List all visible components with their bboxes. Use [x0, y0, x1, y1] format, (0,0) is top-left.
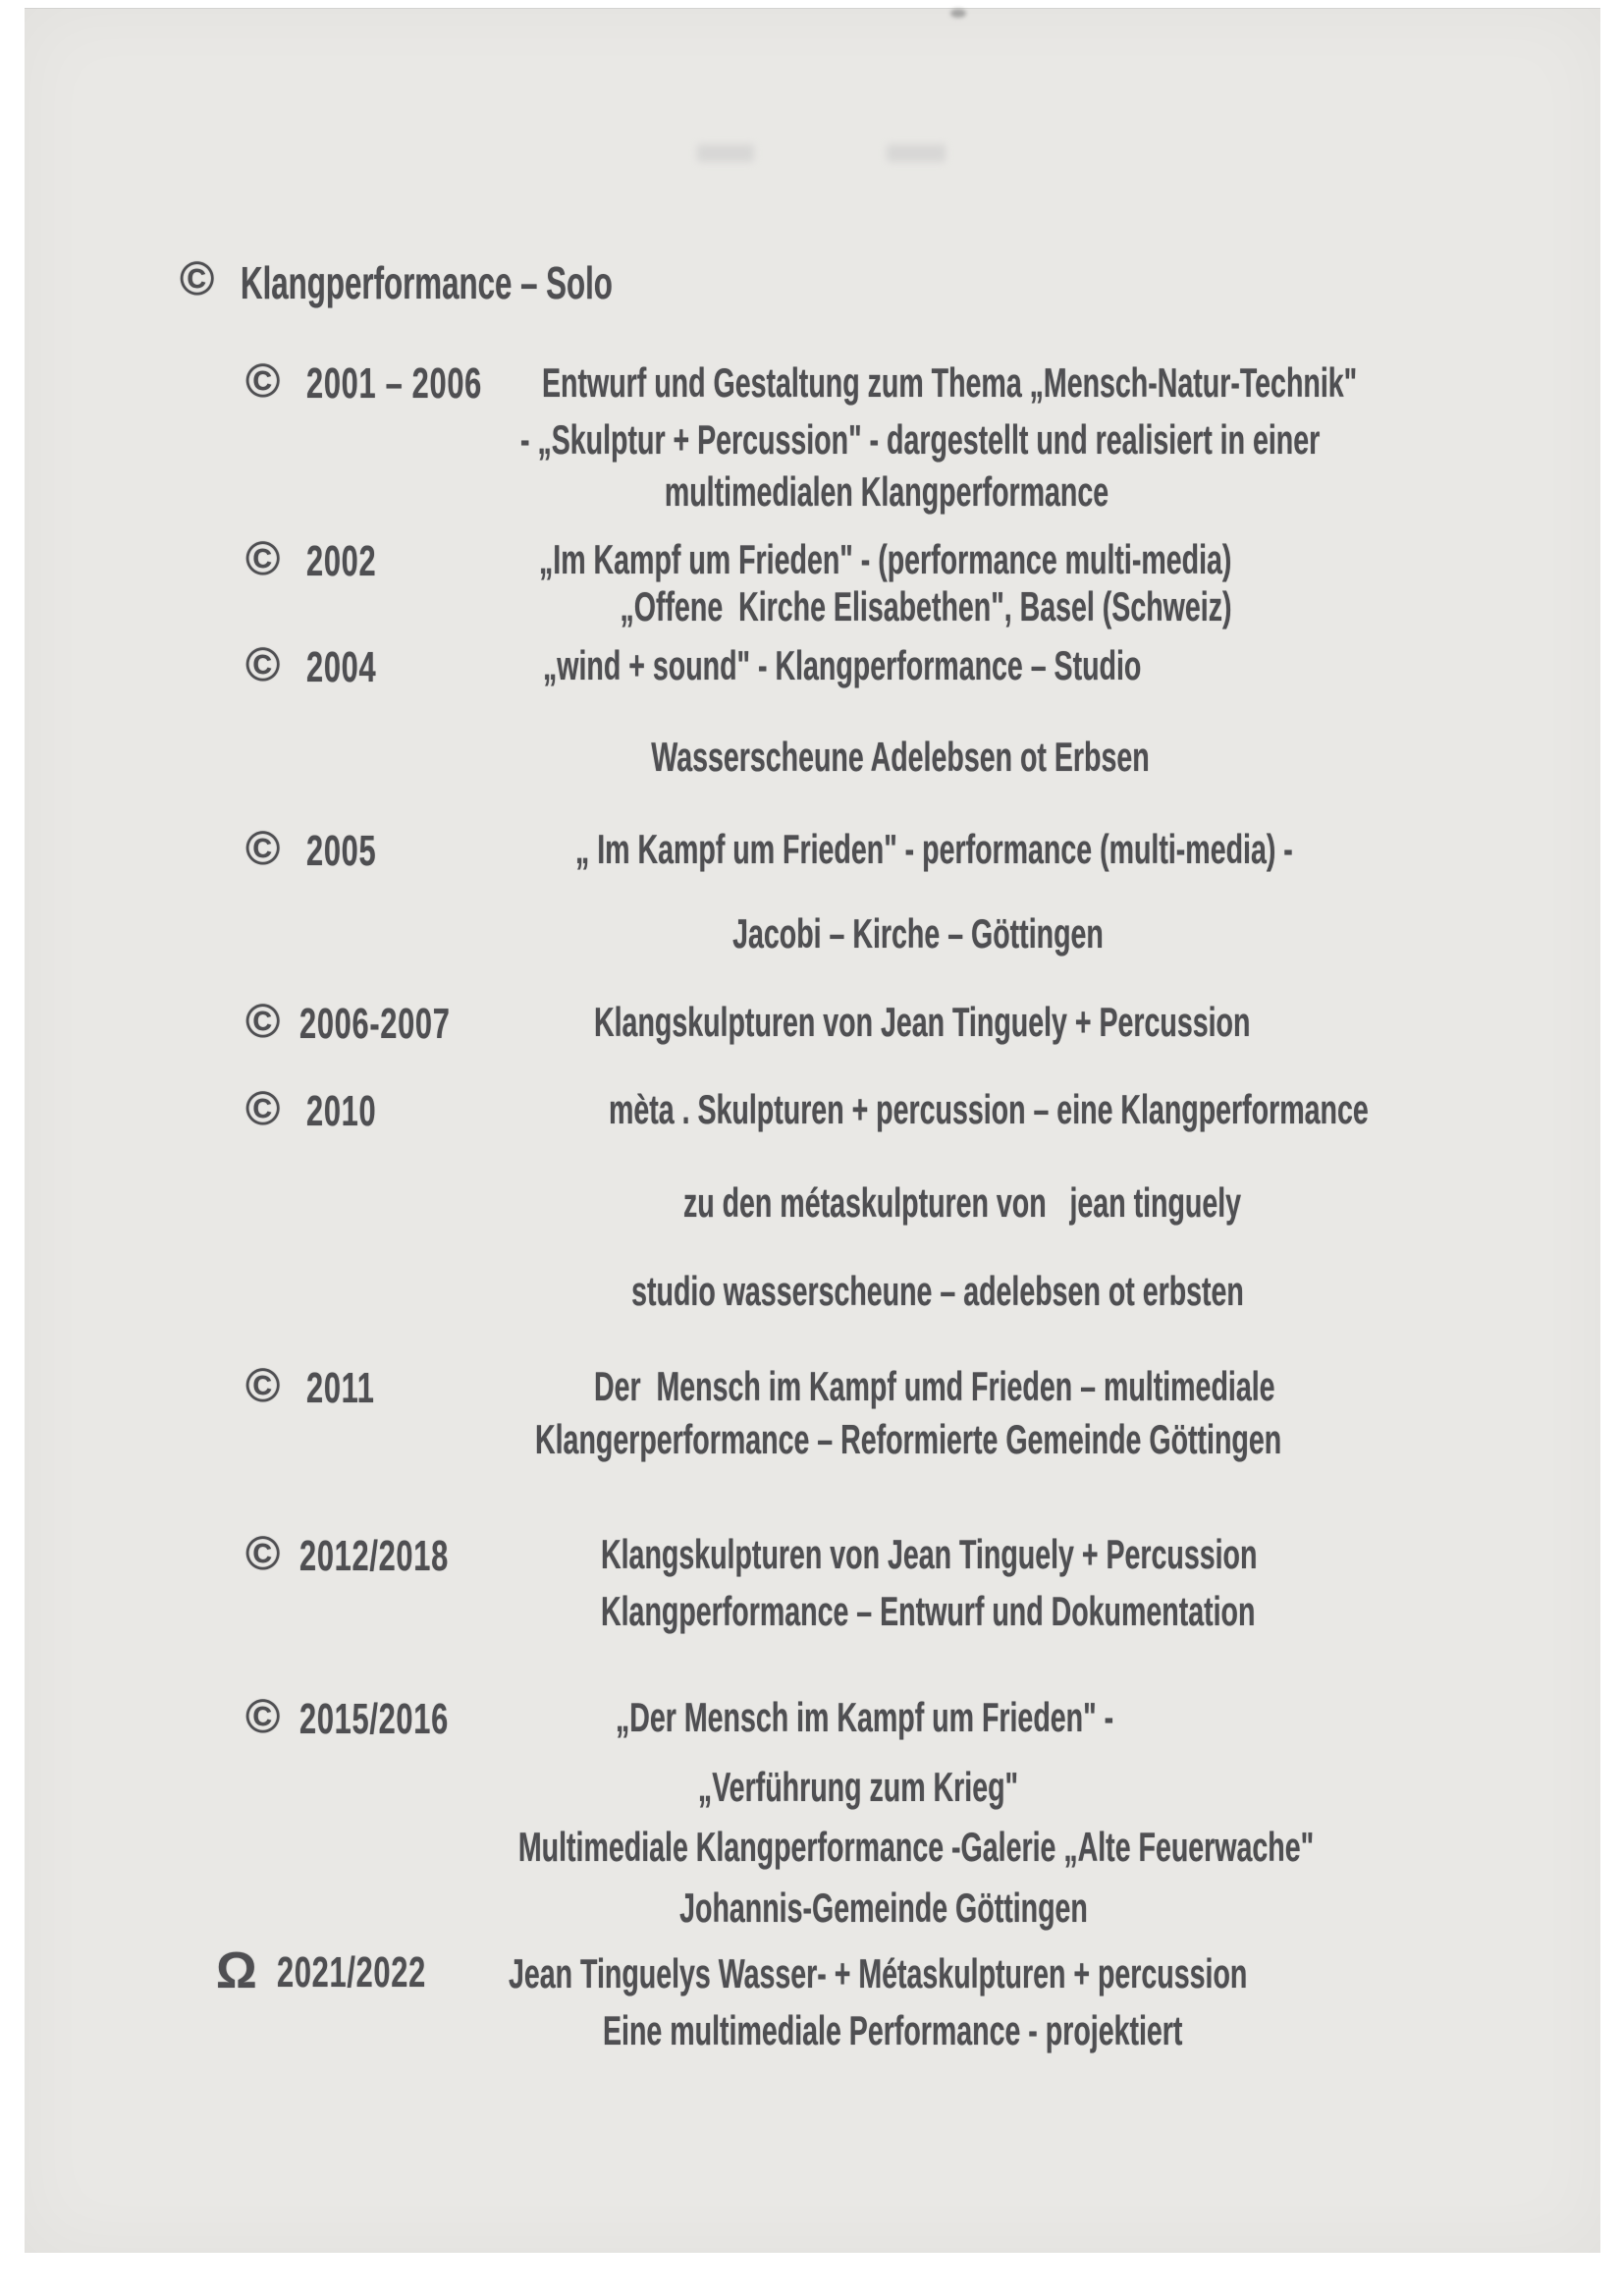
entry-bullet-copyright-icon: ©: [245, 639, 281, 691]
entry-year: 2004: [306, 643, 377, 691]
entry-bullet-copyright-icon: ©: [245, 355, 281, 408]
entry-year: 2012/2018: [299, 1532, 449, 1580]
entry-line: Eine multimediale Performance - projektiert: [603, 2007, 1183, 2053]
entry-line: Klangskulpturen von Jean Tinguely + Percussion: [594, 999, 1251, 1045]
entry-year: 2015/2016: [299, 1695, 449, 1743]
entry-line: studio wasserscheune – adelebsen ot erbsten: [631, 1268, 1244, 1314]
page-title: Klangperformance – Solo: [241, 257, 613, 308]
entry-line: „wind + sound" - Klangperformance – Studio: [543, 642, 1142, 688]
scan-smudge: [697, 144, 754, 162]
entry-year: 2005: [306, 827, 377, 875]
scan-smudge: [887, 144, 946, 162]
scan-speck: [950, 9, 966, 18]
entry-line: Jacobi – Kirche – Göttingen: [732, 910, 1104, 957]
entry-bullet-copyright-icon: ©: [245, 1528, 281, 1580]
entry-line: Klangskulpturen von Jean Tinguely + Percussion: [601, 1531, 1258, 1577]
entry-line: Der Mensch im Kampf umd Frieden – multimediale: [594, 1363, 1275, 1409]
entry-line: Entwurf und Gestaltung zum Thema „Mensch-Natur-Technik": [542, 359, 1358, 406]
entry-year: 2001 – 2006: [306, 359, 482, 408]
entry-year: 2021/2022: [277, 1948, 426, 1996]
title-bullet-copyright-icon: ©: [180, 253, 215, 305]
entry-bullet-copyright-icon: ©: [245, 823, 281, 875]
entry-year: 2010: [306, 1087, 377, 1135]
entry-line: Jean Tinguelys Wasser- + Métaskulpturen + percussion: [509, 1950, 1248, 1996]
entry-bullet-copyright-icon: ©: [245, 1360, 281, 1412]
entry-line: Klangerperformance – Reformierte Gemeinde Göttingen: [535, 1416, 1282, 1462]
entry-bullet-copyright-icon: ©: [245, 996, 281, 1048]
entry-line: „Offene Kirche Elisabethen", Basel (Schweiz): [620, 583, 1232, 629]
scanned-page: [25, 8, 1600, 2253]
entry-line: „ Im Kampf um Frieden" - performance (multi-media) -: [575, 826, 1293, 872]
entry-line: „Im Kampf um Frieden" - (performance multi-media): [539, 536, 1232, 582]
entry-line: „Der Mensch im Kampf um Frieden" -: [616, 1694, 1114, 1740]
entry-year: 2011: [306, 1364, 375, 1412]
entry-line: Klangperformance – Entwurf und Dokumentation: [601, 1588, 1256, 1634]
entry-line: - „Skulptur + Percussion" - dargestellt und realisiert in einer: [520, 416, 1321, 463]
entry-line: mèta . Skulpturen + percussion – eine Klangperformance: [609, 1086, 1369, 1132]
entry-bullet-copyright-icon: ©: [245, 533, 281, 585]
entry-bullet-copyright-icon: ©: [245, 1083, 281, 1135]
entry-line: multimedialen Klangperformance: [664, 468, 1109, 515]
entry-bullet-copyright-icon: ©: [245, 1691, 281, 1743]
entry-bullet-omega-icon: Ω: [216, 1942, 257, 1999]
entry-year: 2006-2007: [299, 1000, 451, 1048]
entry-line: Johannis-Gemeinde Göttingen: [679, 1885, 1088, 1931]
entry-line: „Verführung zum Krieg": [697, 1764, 1019, 1810]
entry-line: Wasserscheune Adelebsen ot Erbsen: [651, 734, 1150, 780]
entry-line: Multimediale Klangperformance -Galerie „Alte Feuerwache": [517, 1824, 1315, 1870]
entry-year: 2002: [306, 537, 377, 585]
entry-line: zu den métaskulpturen von jean tinguely: [682, 1179, 1242, 1226]
